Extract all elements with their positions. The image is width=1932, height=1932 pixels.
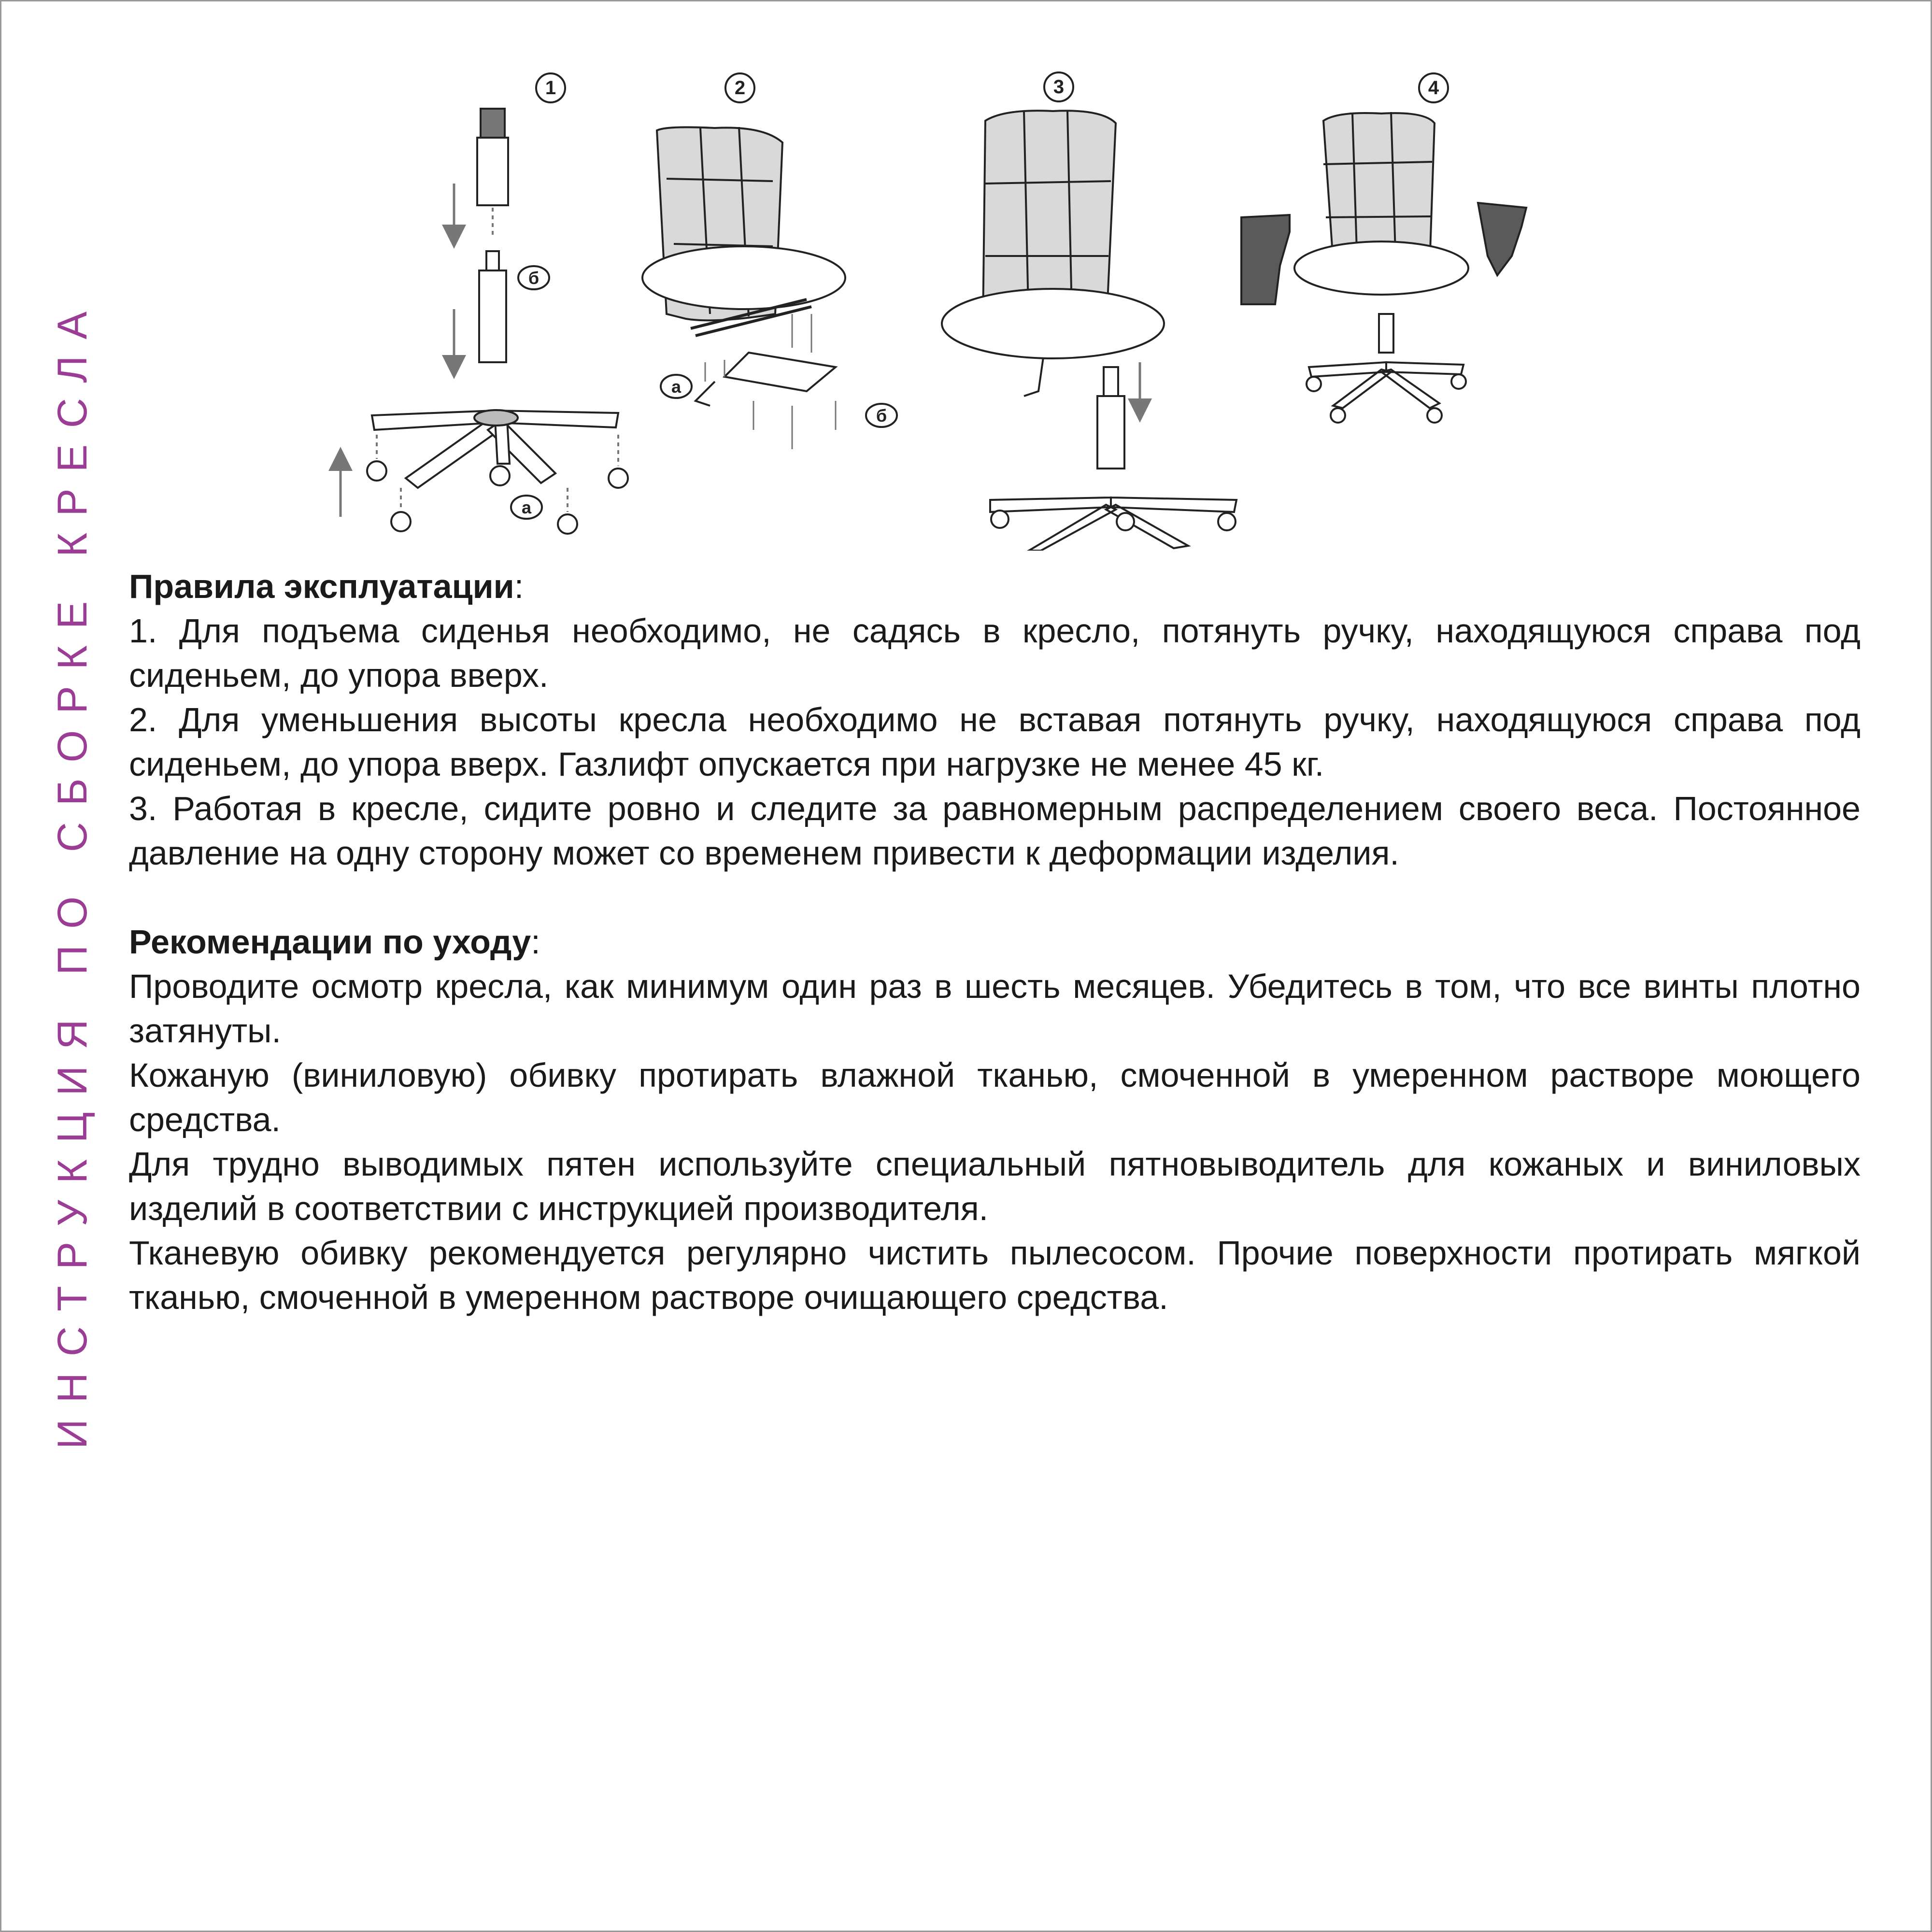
svg-text:а: а (521, 497, 532, 517)
base-3 (990, 497, 1236, 551)
care-item: Проводите осмотр кресла, как минимум один раз в шесть месяцев. Убедитесь в том, что все винты плотно затянуты. (129, 967, 1861, 1050)
svg-text:2: 2 (734, 77, 746, 99)
rules-item: 3. Работая в кресле, сидите ровно и следите за равномерным распределением своего веса. Постоянное давление на одну сторону может со временем привести к деформации изделия. (129, 790, 1861, 872)
section-gap (129, 875, 1861, 920)
svg-text:б: б (528, 268, 540, 288)
step-2-diagram (642, 73, 897, 449)
svg-text:б: б (876, 406, 887, 426)
care-item: Для трудно выводимых пятен используйте специальный пятновыводитель для кожаных и виниловых изделий в соответствии с инструкцией производителя. (129, 1145, 1861, 1227)
side-title: ИНСТРУКЦИЯ ПО СБОРКЕ КРЕСЛА (49, 295, 96, 1449)
care-item: Кожаную (виниловую) обивку протирать влажной тканью, смоченной в умеренном растворе моющего средства. (129, 1056, 1861, 1138)
gas-lift-cover (477, 138, 508, 205)
svg-text:4: 4 (1428, 77, 1439, 99)
gas-lift-body (479, 270, 506, 362)
seat-3 (942, 289, 1164, 358)
rules-heading: Правила эксплуатации (129, 568, 514, 605)
instructions-text (129, 564, 1861, 1320)
step-3-diagram (942, 72, 1236, 551)
base-4 (1309, 362, 1463, 408)
step-1-number: 1 (545, 77, 556, 99)
gas-lift-rod (486, 251, 499, 270)
step-1-diagram (341, 73, 628, 534)
step-4-diagram (1241, 73, 1526, 423)
care-heading: Рекомендации по уходу (129, 923, 531, 961)
rules-item: 1. Для подъема сиденья необходимо, не садясь в кресло, потянуть ручку, находящуюся справа под сиденьем, до упора вверх. (129, 612, 1861, 694)
mechanism-plate (724, 353, 836, 391)
svg-text:3: 3 (1053, 76, 1065, 98)
left-armrest (1241, 215, 1290, 304)
care-heading-line: Рекомендации по уходу: (129, 923, 540, 961)
seat-4 (1294, 242, 1468, 295)
svg-text:а: а (671, 377, 682, 397)
care-item: Тканевую обивку рекомендуется регулярно чистить пылесосом. Прочие поверхности протирать мягкой тканью, смоченной в умеренном растворе очищающего средства. (129, 1234, 1861, 1316)
rules-heading-line: Правила эксплуатации: (129, 568, 524, 605)
rules-item: 2. Для уменьшения высоты кресла необходимо не вставая потянуть ручку, находящуюся справа под сиденьем, до упора вверх. Газлифт опускается при нагрузке не менее 45 кг. (129, 701, 1861, 783)
gas-lift-3 (1104, 367, 1118, 396)
assembly-diagrams (328, 63, 1642, 551)
right-armrest (1478, 203, 1526, 275)
seat (642, 246, 845, 309)
gas-lift-cap (481, 109, 505, 138)
